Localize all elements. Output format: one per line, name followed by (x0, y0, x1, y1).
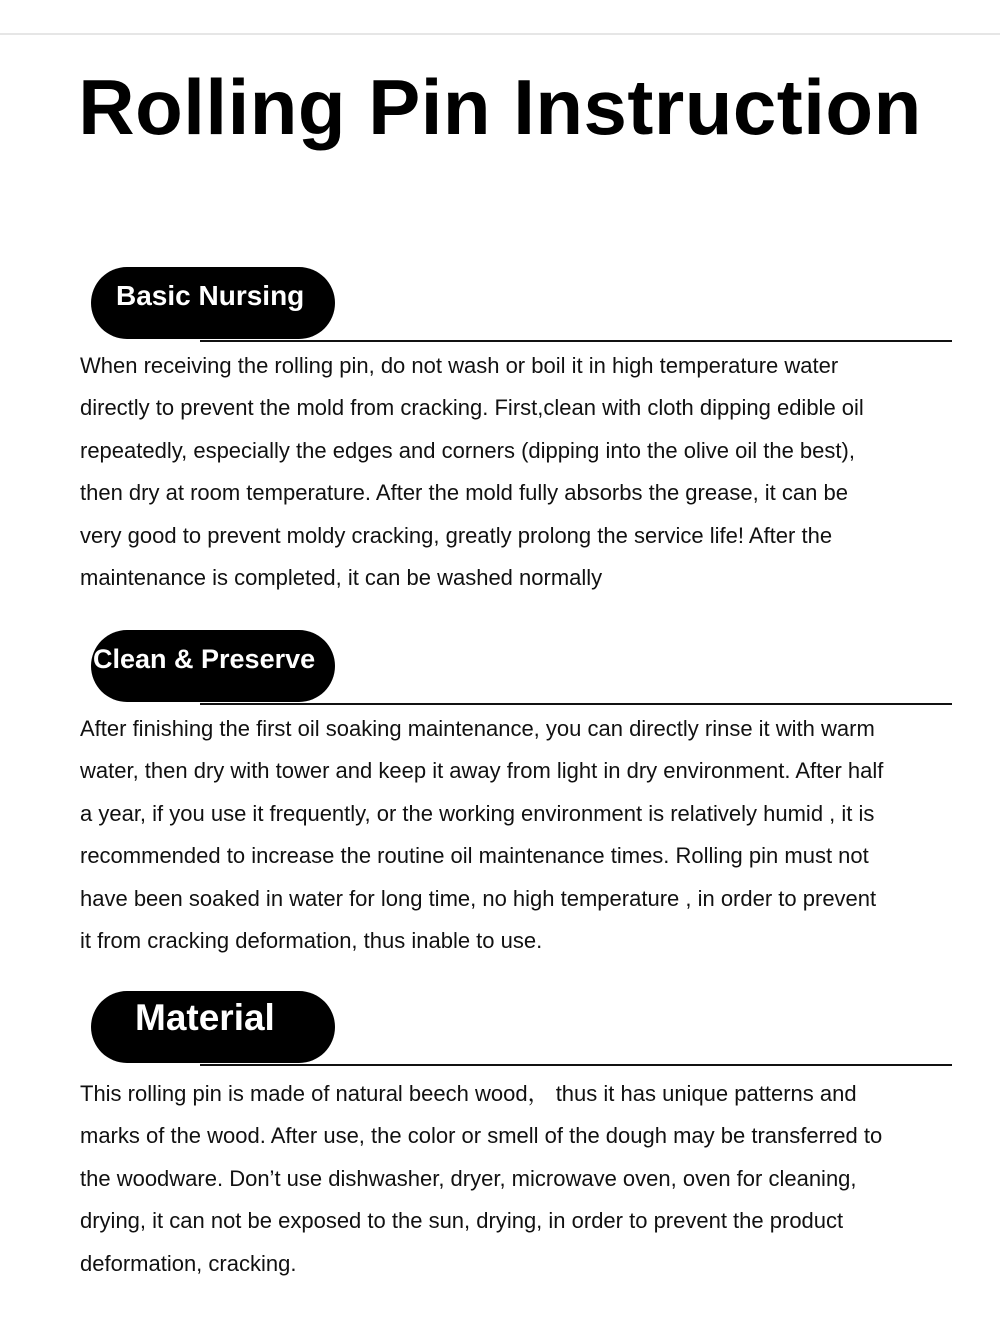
section-heading-badge (91, 267, 335, 339)
text-line: the woodware. Don’t use dishwasher, dryer, microwave oven, oven for cleaning, (80, 1165, 857, 1191)
text-line: drying, it can not be exposed to the sun, drying, in order to prevent the product (80, 1208, 844, 1234)
section-underline (200, 703, 952, 705)
text-line: it from cracking deformation, thus inable to use. (80, 928, 543, 954)
text-line: maintenance is completed, it can be washed normally (80, 565, 603, 591)
text-line: a year, if you use it frequently, or the working environment is relatively humid , it is (80, 800, 875, 826)
section-body-basic-nursing (80, 345, 980, 599)
section-underline (200, 340, 952, 342)
text-line: deformation, cracking. (80, 1250, 297, 1276)
text-line: water, then dry with tower and keep it away from light in dry environment. After half (80, 758, 884, 784)
section-heading-badge (91, 630, 335, 702)
text-line: This rolling pin is made of natural beech wood， thus it has unique patterns and (80, 1081, 857, 1106)
section-heading: Basic Nursing (116, 280, 305, 311)
text-line: directly to prevent the mold from cracking. First,clean with cloth dipping edible oil (80, 395, 864, 421)
text-line: marks of the wood. After use, the color or smell of the dough may be transferred to (80, 1123, 883, 1149)
text-line: repeatedly, especially the edges and corners (dipping into the olive oil the best), (80, 437, 855, 463)
text-line: After finishing the first oil soaking maintenance, you can directly rinse it with warm (80, 716, 875, 741)
text-line: have been soaked in water for long time, no high temperature , in order to prevent (80, 885, 877, 911)
page-title: Rolling Pin Instruction (78, 63, 922, 151)
text-line: then dry at room temperature. After the mold fully absorbs the grease, it can be (80, 480, 848, 506)
section-heading-badge (91, 991, 335, 1063)
text-line: very good to prevent moldy cracking, greatly prolong the service life! After the (80, 522, 833, 548)
section-heading: Material (135, 997, 275, 1038)
text-line: recommended to increase the routine oil maintenance times. Rolling pin must not (80, 843, 869, 869)
section-body-material (80, 1073, 980, 1285)
text-line: When receiving the rolling pin, do not wash or boil it in high temperature water (80, 353, 839, 378)
section-heading: Clean & Preserve (93, 644, 316, 674)
section-body-clean-preserve (80, 708, 980, 962)
section-underline (200, 1064, 952, 1066)
top-divider (0, 33, 1000, 35)
